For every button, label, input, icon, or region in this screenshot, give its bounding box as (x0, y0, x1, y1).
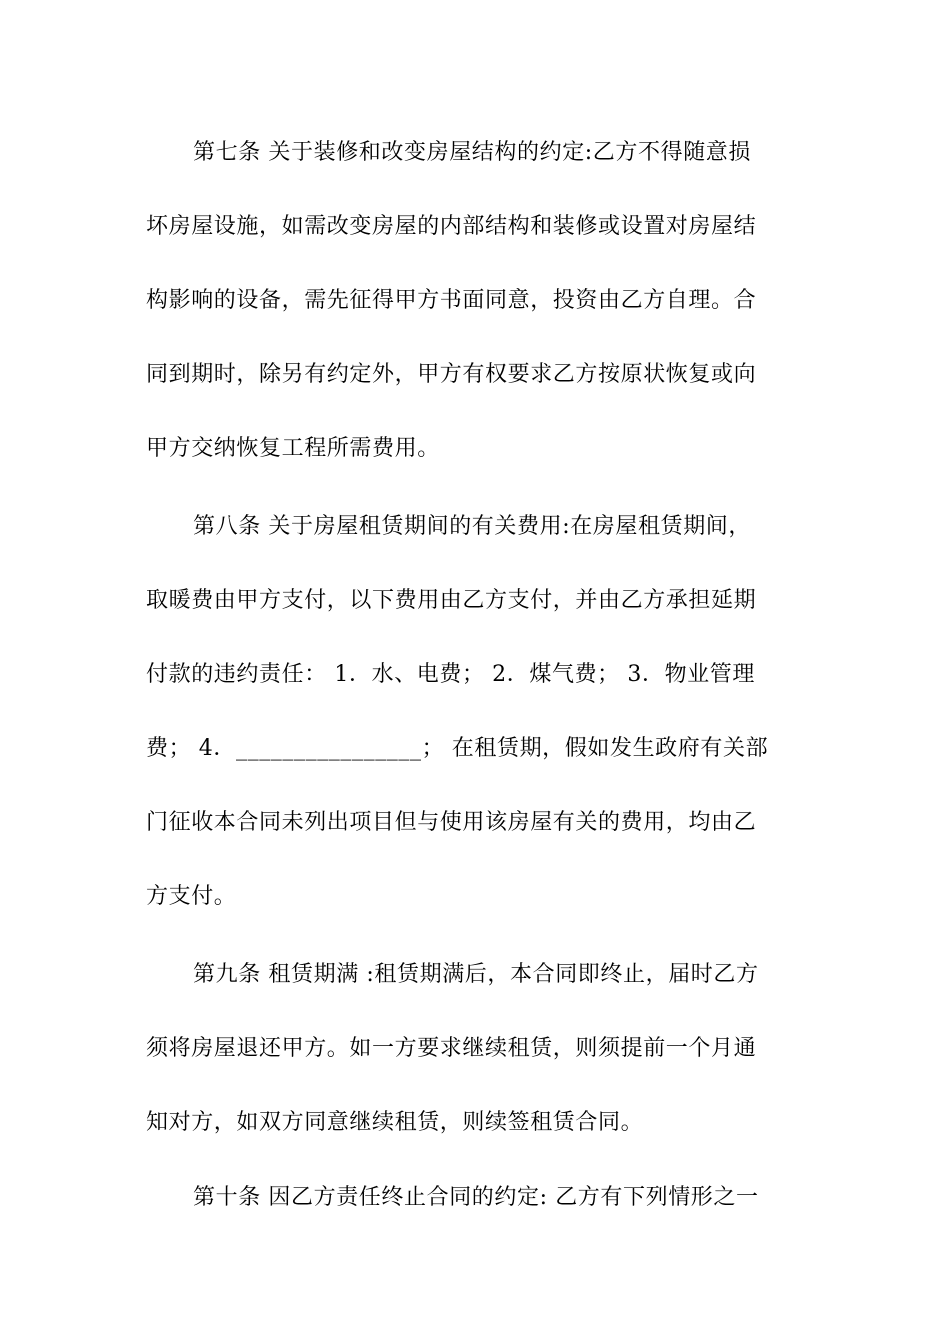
article-7-line-4: 同到期时，除另有约定外，甲方有权要求乙方按原状恢复或向 (146, 362, 757, 387)
article-7-line-5: 甲方交纳恢复工程所需费用。 (146, 436, 440, 461)
article-8-line-2: 取暖费由甲方支付，以下费用由乙方支付，并由乙方承担延期 (146, 588, 757, 613)
article-8-line-6: 方支付。 (146, 884, 237, 909)
article-8-line-5: 门征收本合同未列出项目但与使用该房屋有关的费用，均由乙 (146, 810, 757, 835)
article-8-line-1: 第八条 关于房屋租赁期间的有关费用:在房屋租赁期间， (193, 514, 752, 539)
article-9-line-2: 须将房屋退还甲方。如一方要求继续租赁，则须提前一个月通 (146, 1036, 757, 1061)
article-8-line-3: 付款的违约责任： 1．水、电费； 2．煤气费； 3．物业管理 (146, 662, 755, 687)
article-7-line-2: 坏房屋设施，如需改变房屋的内部结构和装修或设置对房屋结 (146, 214, 757, 239)
article-8-line-4: 费； 4．________________； 在租赁期，假如发生政府有关部 (146, 736, 769, 761)
article-7-line-3: 构影响的设备，需先征得甲方书面同意，投资由乙方自理。合 (146, 288, 757, 313)
article-10-line-1: 第十条 因乙方责任终止合同的约定: 乙方有下列情形之一 (193, 1185, 759, 1210)
article-9-line-1: 第九条 租赁期满 :租赁期满后，本合同即终止，届时乙方 (193, 962, 759, 987)
article-9-line-3: 知对方，如双方同意继续租赁，则续签租赁合同。 (146, 1110, 644, 1135)
article-7-line-1: 第七条 关于装修和改变房屋结构的约定:乙方不得随意损 (193, 140, 752, 165)
